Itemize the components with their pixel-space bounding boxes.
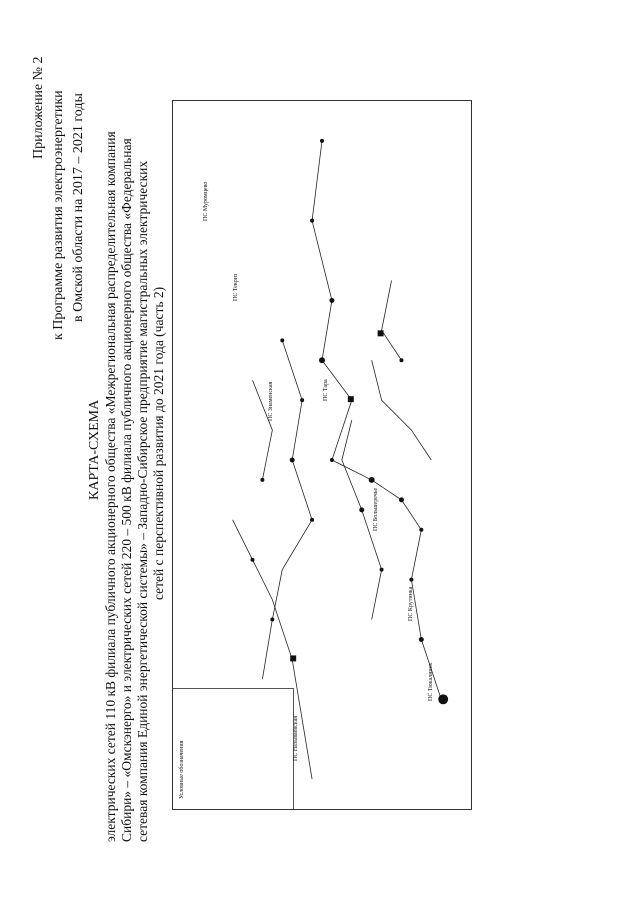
map-label: ПС Крутинка	[408, 586, 414, 621]
map-label: ПС Тюкалинск	[428, 662, 434, 701]
appendix-line-2: к Программе развития электроэнергетики	[51, 90, 66, 340]
legend	[173, 688, 294, 809]
legend-title: Условные обозначения	[179, 740, 185, 799]
map-frame	[172, 100, 472, 810]
map-label: ПС Называевская	[293, 715, 299, 761]
title-line-1: электрических сетей 110 кВ филиала публичного акционерного общества «Межрегиональная распределительная компания	[103, 131, 118, 842]
title-heading: КАРТА-СХЕМА	[87, 399, 102, 500]
map-label: ПС Тара	[323, 379, 329, 401]
title-line-4: сетей с перспективной развития до 2021 года (часть 2)	[151, 286, 166, 600]
map-label: ПС Муромцево	[203, 181, 209, 221]
appendix-line-1: Приложение № 2	[31, 56, 46, 159]
title-line-3: сетевая компания Единой энергетической системы» – Западно-Сибирское предприятие магистральных электрических	[135, 160, 150, 842]
map-label: ПС Тевриз	[233, 273, 239, 301]
title-line-2: Сибири» – «Омскэнерго» и электрических сетей 220 – 500 кВ филиала публичного акционерного общества «Федеральная	[119, 138, 134, 842]
map-label: ПС Знаменская	[268, 381, 274, 421]
appendix-line-3: в Омской области на 2017 – 2021 годы	[71, 93, 86, 322]
map-label: ПС Большеречье	[373, 487, 379, 531]
